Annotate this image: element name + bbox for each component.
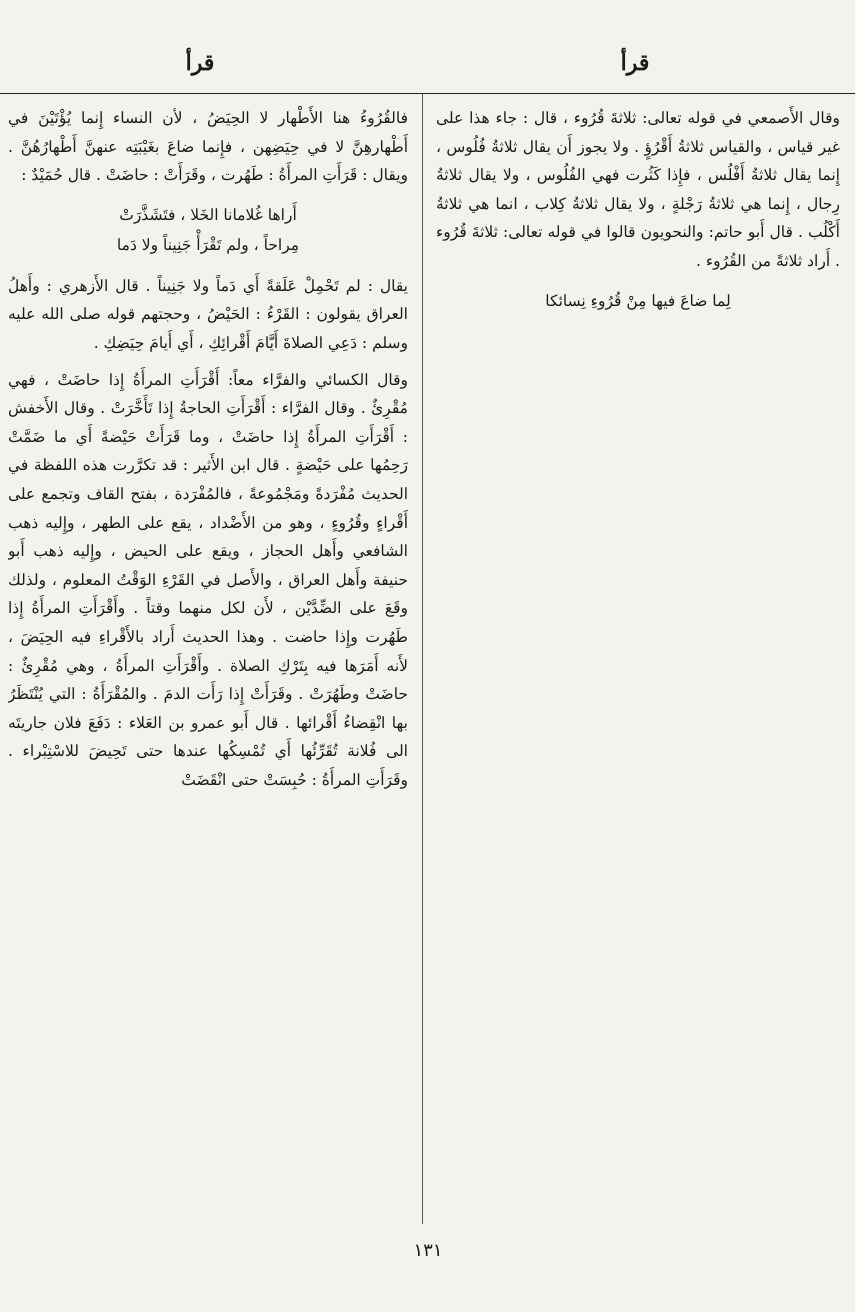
- header-rule: [0, 93, 855, 94]
- left-intro-paragraph: فالقُرُوءُ هنا الأَطْهار لا الحِيَضُ ، لأن النساء إِنما يُؤْتَيْنَ في أَطْهارهِنَّ لا في حِيَضِهن ، فإِنما ضاعَ بغَيْبَتِه عنهنَّ أَطْهارُهُنَّ . ويقال : قَرَأَتِ المرأَةُ : طَهُرت ، وقَرَأَتْ : حاضَتْ . قال حُمَيْدٌ :: [8, 109, 408, 185]
- poem-line-2: مِراحاً ، ولم تَقْرَأْ جَنِيناً ولا دَما: [116, 235, 300, 254]
- right-column-headword: قرأ: [620, 50, 650, 76]
- right-poem-verse: [436, 286, 840, 316]
- left-paragraph-2: وقال الكسائي والفرَّاء معاً: أَقْرَأَتِ المرأَةُ إِذا حاضَتْ ، فهي مُقْرِئٌ . وقال الفرَّاء : أَقْرَأَتِ الحاجةُ إِذا تَأَخَّرَتْ . وقال الأَخفش : أَقْرَأَتِ المرأَةُ إِذا حاضَتْ ، وما قَرَأَتْ حَيْضةً أَي ما ضَمَّتْ رَحِمُها على حَيْضةٍ . قال ابن الأَثير : قد تكرَّرت هذه اللفظة في الحديث مُفْرَدةً ومَجْمُوعةً ، فالمُفْرَدة ، بفتح القاف وتجمع على أَقْراءٍ وقُرُوءٍ ، وهو من الأَضْداد ، يقع على الطهر ، وإِليه ذهب الشافعي وأَهل الحجاز ، ويقع على الحيض ، وإِليه ذهب أَبو حنيفة وأَهل العراق ، والأَصل في القَرْءِ الوَقْتُ المعلوم ، ولذلك وقَعَ على الضِّدَّيْن ، لأَن لكل منهما وقتاً . وأَقْرَأَتِ المرأَةُ إِذا طَهُرت وإِذا حاضت . وهذا الحديث أَراد بالأَقْراءِ فيه الحِيَضَ ، لأَنه أَمَرَها فيه بِتَرْكِ الصلاة . وأَقْرَأَتِ المرأَةُ ، وهي مُقْرِئٌ : حاضَتْ وطَهُرَتْ . وقَرَأَتْ إِذا رَأَت الدمَ . والمُقْرَأَةُ : التي يُنْتَظَرُ بها انْقِضاءُ أَقْرائها . قال أَبو عمرو بن العَلاء : دَفَعَ فلان جاريتَه الى فُلانة تُقَرِّئُها أَي تُمْسِكُها عندها حتى تَحِيضَ للاسْتِبْراء . وقَرَأَتِ المرأَةُ : حُبِسَتْ حتى انْقَضَتْ: [8, 370, 408, 789]
- left-poem-verse: [8, 200, 408, 260]
- poem-line-1: أَراها غُلامانا الخَلا ، فتَشَذَّرَتْ: [119, 205, 297, 224]
- page-number: ١٣١: [413, 1240, 443, 1261]
- left-column: [8, 104, 408, 1224]
- left-paragraph-1: يقال : لم تَحْمِلْ عَلَقةً أَي دَماً ولا جَنِيناً . قال الأَزهري : وأَهلُ العراق يقولون : القَرْءُ : الحَيْضُ ، وحجتهم قوله صلى الله عليه وسلم : دَعِي الصلاةَ أَيَّامَ أَقْرائِكِ ، أَي أَيامَ حِيَضِكِ .: [8, 276, 408, 352]
- right-column: [436, 104, 840, 1224]
- right-paragraph-1: وقال الأَصمعي في قوله تعالى: ثلاثةَ قُرُوء ، قال : جاء هذا على غير قياس ، والقياس ثلاثةُ أَقْرُؤٍ . ولا يجوز أَن يقال ثلاثةُ فُلُوس ، إِنما يقال ثلاثةُ أَفْلُس ، فإِذا كَثُرت فهي الفُلُوس ، ولا يقال ثلاثةُ رِجال ، إِنما هي ثلاثةُ رَجْلةٍ ، ولا يقال ثلاثةُ كِلاب ، انما هي ثلاثةُ أَكْلُب . قال أَبو حاتم: والنحويون قالوا في قوله تعالى: ثلاثةَ قُرُوء . أَراد ثلاثةً من القُرُوء .: [436, 109, 840, 270]
- page-header: [0, 40, 855, 90]
- column-divider: [422, 94, 423, 1224]
- poem-line: لِما ضاعَ فيها مِنْ قُرُوءِ نِسائكا: [545, 291, 731, 310]
- left-column-headword: قرأ: [185, 50, 215, 76]
